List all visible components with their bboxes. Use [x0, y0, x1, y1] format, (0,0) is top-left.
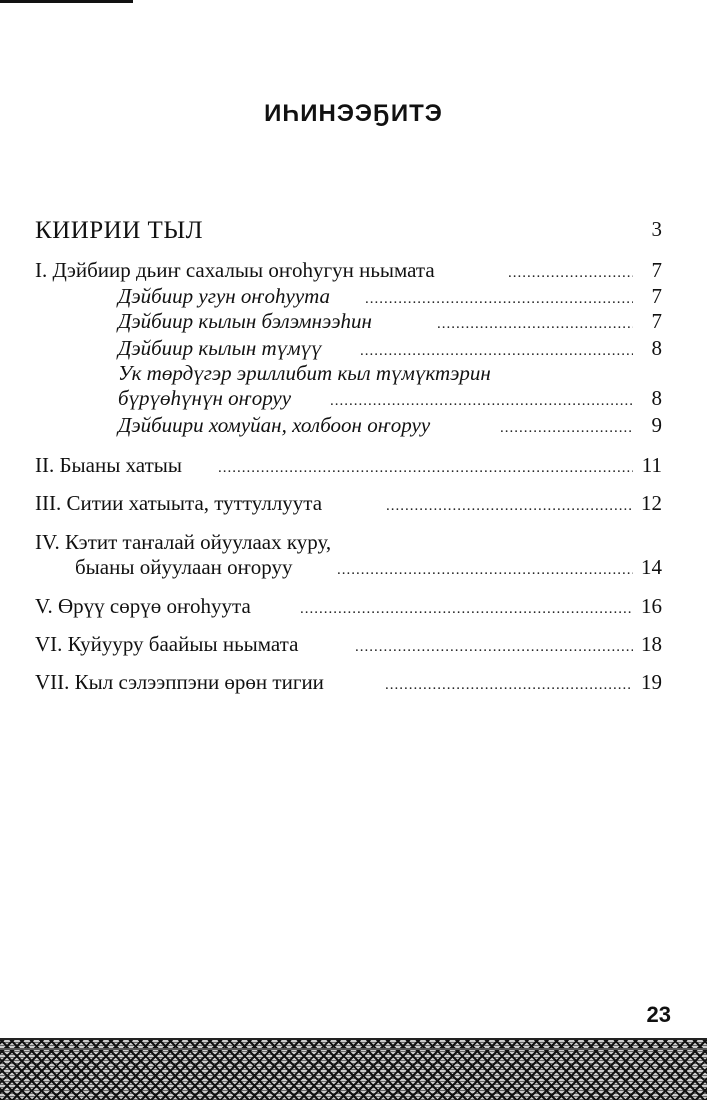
toc-entry-page: 18: [641, 632, 662, 656]
toc-entry-label: Дэйбиири хомуйан, холбоон оҥоруу: [118, 413, 431, 437]
leader-dots: [508, 258, 633, 284]
toc-subentry-continuation[interactable]: [0, 386, 707, 416]
toc-entry-chapter-6[interactable]: [0, 632, 707, 662]
toc-entry-page: 16: [641, 594, 662, 618]
toc-entry-page: 14: [641, 555, 662, 579]
toc-entry-label: КИИРИИ ТЫЛ: [35, 217, 204, 244]
toc-entry-page: 7: [651, 258, 662, 282]
toc-entry-page: 9: [651, 413, 662, 437]
leader-dots: [386, 491, 633, 517]
toc-subentry[interactable]: [0, 413, 707, 443]
leader-dots: [385, 670, 633, 696]
ornamental-border: [0, 1038, 707, 1100]
toc-entry-chapter-2[interactable]: [0, 453, 707, 483]
toc-entry-label: V. Өрүү сөрүө оҥоһуута: [35, 594, 251, 618]
toc-entry-label: Ук төрдүгэр эриллибит кыл түмүктэрин: [118, 361, 491, 385]
toc-entry-label: IV. Кэтит таҥалай ойуулаах куру,: [35, 530, 332, 554]
leader-dots: [300, 594, 633, 620]
toc-entry-page: 8: [651, 386, 662, 410]
leader-dots: [218, 453, 633, 479]
toc-entry-label: I. Дэйбиир дьиҥ сахалыы оҥоһугун ньымата: [35, 258, 435, 282]
toc-entry-label: VI. Куйууру баайыы ньымата: [35, 632, 299, 656]
toc-entry-continuation[interactable]: [0, 555, 707, 585]
leader-dots: [500, 413, 633, 439]
toc-entry-page: 19: [641, 670, 662, 694]
border-line: [0, 1038, 707, 1040]
toc-entry-label: Дэйбиир угун оҥоһуута: [118, 284, 331, 308]
toc-entry-chapter-7[interactable]: [0, 670, 707, 700]
toc-entry-page: 7: [651, 309, 662, 333]
toc-entry-page: 12: [641, 491, 662, 515]
toc-entry-page: 7: [651, 284, 662, 308]
toc-entry-page: 11: [641, 453, 662, 477]
border-line: [0, 1048, 707, 1050]
leader-dots: [365, 284, 633, 310]
toc-entry-label: бүрүөһүнүн оҥоруу: [118, 386, 292, 410]
toc-subentry[interactable]: [0, 309, 707, 339]
page-title: ИҺИНЭЭҔИТЭ: [264, 100, 443, 127]
leader-dots: [330, 386, 633, 412]
leader-dots: [337, 555, 633, 581]
toc-entry-page: 3: [651, 217, 662, 241]
toc-entry-chapter-5[interactable]: [0, 594, 707, 624]
toc-entry-label: III. Ситии хатыыта, туттуллуута: [35, 491, 323, 515]
toc-entry-page: 8: [651, 336, 662, 360]
top-rule: [0, 0, 133, 3]
toc-entry-label: Дэйбиир кылын бэлэмнээһин: [118, 309, 372, 333]
leader-dots: [437, 309, 633, 335]
leader-dots: [360, 336, 633, 362]
toc-entry-label: Дэйбиир кылын түмүү: [118, 336, 322, 360]
toc-entry-preface[interactable]: [0, 217, 707, 247]
leader-dots: [355, 632, 633, 658]
toc-entry-label: II. Быаны хатыы: [35, 453, 182, 477]
toc-entry-chapter-3[interactable]: [0, 491, 707, 521]
toc-entry-label: быаны ойуулаан оҥоруу: [75, 555, 293, 579]
page-number: 23: [646, 1002, 671, 1027]
toc-entry-label: VII. Кыл сэлээппэни өрөн тигии: [35, 670, 324, 694]
